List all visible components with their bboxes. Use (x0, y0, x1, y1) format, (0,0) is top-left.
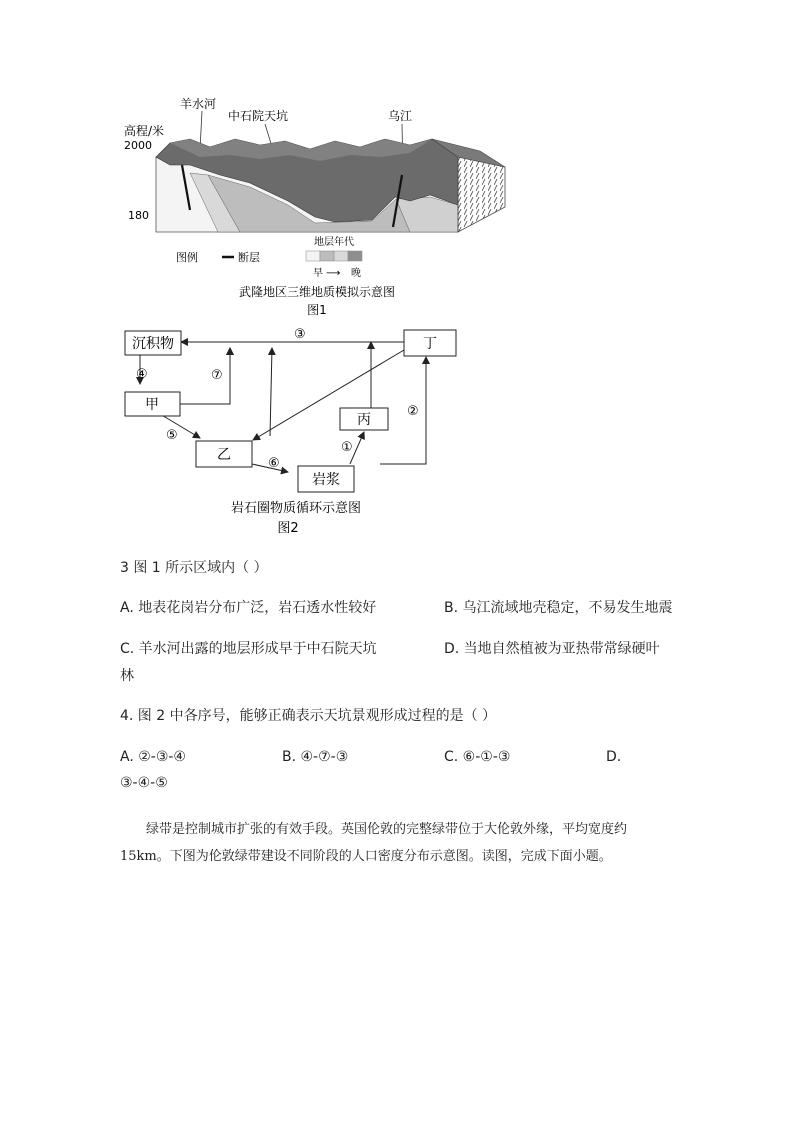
label-elevation-axis: 高程/米 (124, 124, 165, 138)
svg-text:甲: 甲 (145, 397, 159, 413)
q3-option-c: C. 羊水河出露的地层形成早于中石院天坑 (120, 641, 377, 657)
node-yi (196, 441, 252, 467)
q4-option-c: C. ⑥-①-③ (444, 749, 511, 765)
node-jia (125, 392, 180, 416)
arrow-label-5: ⑤ (166, 428, 178, 443)
legend-fault-label: 断层 (238, 251, 260, 264)
q3-option-d: D. 当地自然植被为亚热带常绿硬叶 (444, 641, 660, 657)
q3-option-a: A. 地表花岗岩分布广泛，岩石透水性较好 (120, 600, 377, 616)
svg-text:丙: 丙 (357, 412, 371, 428)
figure1-3d-geologic-model (110, 95, 530, 325)
q4-option-d: D. (606, 749, 622, 765)
arrow-label-6: ⑥ (268, 456, 280, 471)
label-zhongshiyuan-sinkhole: 中石院天坑 (228, 109, 289, 123)
legend-early: 早 (313, 268, 323, 279)
legend-late: 晚 (351, 268, 361, 279)
svg-text:丁: 丁 (423, 336, 437, 352)
arrow-label-1: ① (341, 440, 353, 455)
svg-text:岩浆: 岩浆 (312, 472, 340, 488)
svg-text:沉积物: 沉积物 (132, 336, 174, 352)
block-diagram (156, 139, 505, 232)
passage-line-1: 绿带是控制城市扩张的有效手段。英国伦敦的完整绿带位于大伦敦外缘，平均宽度约 (146, 822, 628, 837)
q3-option-d-cont: 林 (120, 668, 134, 684)
node-magma (298, 466, 354, 492)
arrow-label-4: ④ (136, 367, 148, 382)
node-sediment (125, 331, 181, 355)
q3-option-b: B. 乌江流域地壳稳定，不易发生地震 (444, 600, 673, 616)
q4-option-d-cont: ③-④-⑤ (120, 775, 168, 791)
q3-stem: 3 图 1 所示区域内（ ） (120, 560, 268, 576)
q4-option-b: B. ④-⑦-③ (282, 749, 349, 765)
label-elevation-2000: 2000 (124, 139, 152, 152)
svg-text:乙: 乙 (217, 447, 231, 463)
legend-strata-label: 地层年代 (314, 237, 354, 248)
legend-title: 图例 (176, 251, 198, 264)
label-elevation-180: 180 (128, 209, 149, 222)
legend-strata-swatches (306, 251, 362, 261)
figure2-caption: 岩石圈物质循环示意图 (230, 501, 362, 516)
label-wujiang: 乌江 (388, 109, 413, 123)
legend-arrow: ⟶ (326, 268, 341, 279)
q4-option-a: A. ②-③-④ (120, 749, 186, 765)
q4-stem: 4. 图 2 中各序号，能够正确表示天坑景观形成过程的是（ ） (120, 708, 497, 724)
arrow-label-7: ⑦ (211, 368, 223, 383)
arrow-label-2: ② (407, 404, 419, 419)
figure2-number: 图2 (277, 521, 299, 536)
label-yangshui-river: 羊水河 (180, 97, 217, 111)
figure2-rock-cycle-diagram (110, 320, 490, 540)
figure1-number: 图1 (307, 303, 327, 317)
passage-line-2: 15km。下图为伦敦绿带建设不同阶段的人口密度分布示意图。读图，完成下面小题。 (120, 849, 612, 864)
node-ding (404, 330, 456, 356)
node-bing (340, 408, 388, 430)
figure1-caption: 武隆地区三维地质模拟示意图 (238, 285, 396, 299)
arrow-label-3: ③ (294, 327, 306, 342)
